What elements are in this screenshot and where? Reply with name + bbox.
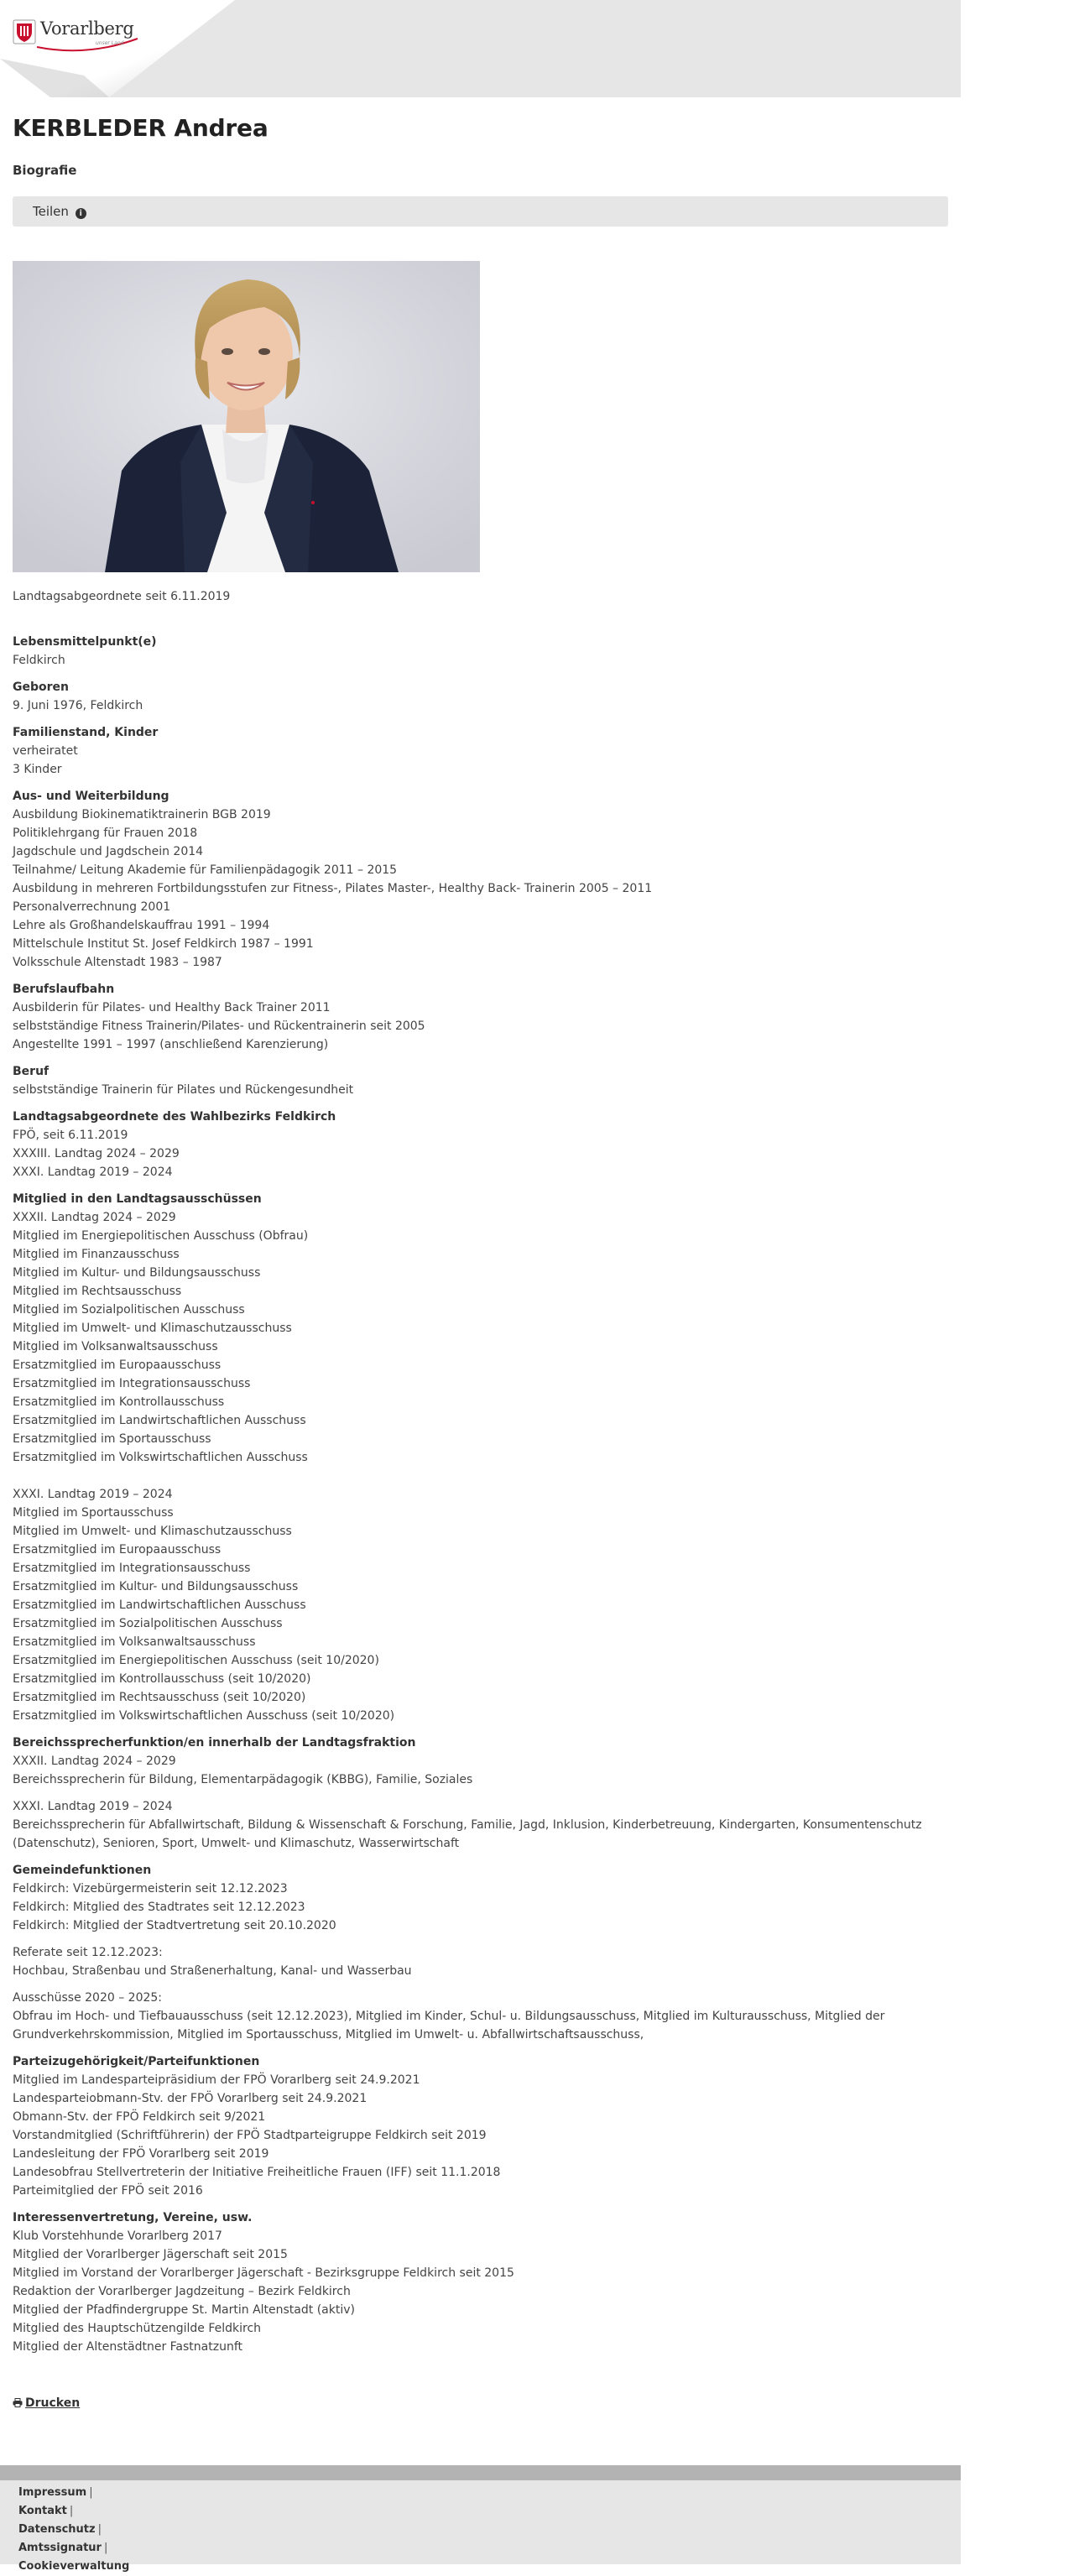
section-line: XXXI. Landtag 2019 – 2024 [13, 1488, 173, 1501]
footer-stripe [0, 2465, 961, 2480]
section-lines-berufslaufbahn [13, 999, 948, 1054]
section-lines-familienstand [13, 742, 948, 779]
info-icon: i [76, 208, 86, 219]
section-line: Ersatzmitglied im Sportausschuss [13, 1432, 211, 1446]
section-line: Klub Vorstehhunde Vorarlberg 2017 [13, 2229, 222, 2243]
footer-separator: | [89, 2486, 93, 2499]
section-title-interessen: Interessenvertretung, Vereine, usw. [13, 2211, 253, 2224]
referate-text: Hochbau, Straßenbau und Straßenerhaltung, Kanal- und Wasserbau [13, 1964, 412, 1978]
section-line: Ersatzmitglied im Rechtsausschuss (seit 10/2020) [13, 1691, 306, 1704]
section-line: Ersatzmitglied im Europaausschuss [13, 1543, 222, 1557]
footer-link-impressum[interactable]: Impressum | [18, 2486, 93, 2499]
section-line: verheiratet [13, 744, 78, 758]
section-line: Ersatzmitglied im Sozialpolitischen Ausschuss [13, 1617, 283, 1630]
gemeinde-ausschuesse-text: Obfrau im Hoch- und Tiefbauausschuss (seit 12.12.2023), Mitglied im Kinder, Schul- u. Bildungsausschuss, Mitglied im Kulturausschuss, Mitglied der Grundverkehrskommission, Mitglied im Sportausschuss, Mitglied im Umwelt- u. Abfallwirtschaftsausschuss, [13, 2010, 885, 2042]
vorarlberg-logo[interactable] [12, 13, 146, 54]
print-link[interactable] [13, 2396, 80, 2410]
section-line: Mitglied im Rechtsausschuss [13, 1285, 182, 1298]
sprecher-2019-text: Bereichssprecherin für Abfallwirtschaft, Bildung & Wissenschaft & Forschung, Familie, Jagd, Inklusion, Kinderbetreuung, Kindergarten, Konsumentenschutz (Datenschutz), Senioren, Sport, Umwelt- und Klimaschutz, Wasserwirtschaft [13, 1818, 922, 1850]
section-line: Landesobfrau Stellvertreterin der Initiative Freiheitliche Frauen (IFF) seit 11.1.2018 [13, 2166, 501, 2179]
section-title-familienstand: Familienstand, Kinder [13, 726, 159, 739]
footer-separator: | [103, 2542, 108, 2554]
section-line: Mitglied im Kultur- und Bildungsausschuss [13, 1266, 261, 1280]
section-line: Mitglied im Finanzausschuss [13, 1248, 180, 1261]
section-line: XXXI. Landtag 2019 – 2024 [13, 1165, 173, 1179]
section-line: Mitglied der Pfadfindergruppe St. Martin Altenstadt (aktiv) [13, 2303, 355, 2317]
section-line: Ersatzmitglied im Kultur- und Bildungsausschuss [13, 1580, 299, 1593]
section-line: Mitglied der Altenstädtner Fastnatzunft [13, 2340, 242, 2354]
section-line: FPÖ, seit 6.11.2019 [13, 1129, 128, 1142]
section-lines-beruf [13, 1081, 948, 1099]
section-line: Personalverrechnung 2001 [13, 900, 171, 914]
section-line: Feldkirch: Mitglied der Stadtvertretung seit 20.10.2020 [13, 1919, 336, 1932]
section-line: Mitglied der Vorarlberger Jägerschaft seit 2015 [13, 2248, 288, 2261]
portrait-illustration [13, 261, 480, 572]
section-lines-ausschuesse-2019 [13, 1485, 948, 1725]
section-line: Ausbildung in mehreren Fortbildungsstufen zur Fitness-, Pilates Master-, Healthy Back- Trainerin 2005 – 2011 [13, 882, 653, 895]
printer-icon [13, 2398, 23, 2407]
section-line: Angestellte 1991 – 1997 (anschließend Karenzierung) [13, 1038, 329, 1051]
section-line: Mitglied im Vorstand der Vorarlberger Jägerschaft - Bezirksgruppe Feldkirch seit 2015 [13, 2266, 514, 2280]
section-line: 3 Kinder [13, 763, 62, 776]
section-line: Ersatzmitglied im Integrationsausschuss [13, 1377, 251, 1390]
footer-separator: | [69, 2505, 74, 2517]
intro-text: Landtagsabgeordnete seit 6.11.2019 [13, 590, 231, 603]
section-line: Teilnahme/ Leitung Akademie für Familienpädagogik 2011 – 2015 [13, 863, 398, 877]
section-line: Lehre als Großhandelskauffrau 1991 – 1994 [13, 919, 270, 932]
section-line: Bereichssprecherin für Bildung, Elementarpädagogik (KBBG), Familie, Soziales [13, 1773, 473, 1786]
section-lines-landtag [13, 1126, 948, 1181]
print-label: Drucken [25, 2396, 81, 2410]
section-line: Ersatzmitglied im Kontrollausschuss (seit 10/2020) [13, 1672, 311, 1686]
section-line: Mitglied im Energiepolitischen Ausschuss (Obfrau) [13, 1229, 309, 1243]
share-label: Teilen [33, 204, 69, 219]
section-line: Ersatzmitglied im Kontrollausschuss [13, 1395, 225, 1409]
section-line: Landesparteiobmann-Stv. der FPÖ Vorarlberg seit 24.9.2021 [13, 2092, 368, 2105]
sprecher-2019-head: XXXI. Landtag 2019 – 2024 [13, 1800, 173, 1813]
footer-link-datenschutz[interactable]: Datenschutz | [18, 2523, 102, 2536]
section-lines-interessen [13, 2227, 948, 2356]
section-line: Ersatzmitglied im Volksanwaltsausschuss [13, 1635, 256, 1649]
section-title-beruf: Beruf [13, 1065, 50, 1078]
section-line: Feldkirch [13, 654, 65, 667]
section-lines-gemeinde [13, 1880, 948, 1935]
section-line: Politiklehrgang für Frauen 2018 [13, 827, 198, 840]
section-line: Feldkirch: Vizebürgermeisterin seit 12.12.2023 [13, 1882, 288, 1895]
section-line: Volksschule Altenstadt 1983 – 1987 [13, 956, 222, 969]
footer-links [18, 2484, 129, 2576]
section-line: Vorstandmitglied (Schriftführerin) der FPÖ Stadtparteigruppe Feldkirch seit 2019 [13, 2129, 487, 2142]
section-line: Obmann-Stv. der FPÖ Feldkirch seit 9/2021 [13, 2110, 266, 2124]
section-line: Jagdschule und Jagdschein 2014 [13, 845, 204, 858]
section-line: selbstständige Fitness Trainerin/Pilates- und Rückentrainerin seit 2005 [13, 1019, 425, 1033]
section-title-ausschuesse: Mitglied in den Landtagsausschüssen [13, 1192, 262, 1206]
section-title-geboren: Geboren [13, 681, 69, 694]
section-line: Ausbilderin für Pilates- und Healthy Back Trainer 2011 [13, 1001, 331, 1014]
section-title-gemeinde: Gemeindefunktionen [13, 1864, 152, 1877]
biography-content [13, 587, 948, 2356]
section-line: Mitglied im Umwelt- und Klimaschutzausschuss [13, 1322, 292, 1335]
section-line: Feldkirch: Mitglied des Stadtrates seit 12.12.2023 [13, 1901, 305, 1914]
section-title-partei: Parteizugehörigkeit/Parteifunktionen [13, 2055, 260, 2068]
section-line: Mittelschule Institut St. Josef Feldkirch 1987 – 1991 [13, 937, 314, 951]
section-title-landtag: Landtagsabgeordnete des Wahlbezirks Feldkirch [13, 1110, 336, 1124]
section-line: Ersatzmitglied im Landwirtschaftlichen Ausschuss [13, 1598, 306, 1612]
footer-link-cookieverwaltung[interactable]: Cookieverwaltung [18, 2560, 130, 2573]
section-lines-ausschuesse-2024 [13, 1208, 948, 1467]
footer-link-amtssignatur[interactable]: Amtssignatur | [18, 2542, 108, 2554]
section-line: Ersatzmitglied im Volkswirtschaftlichen Ausschuss [13, 1451, 308, 1464]
section-line: Parteimitglied der FPÖ seit 2016 [13, 2184, 203, 2198]
section-line: Ersatzmitglied im Landwirtschaftlichen Ausschuss [13, 1414, 306, 1427]
footer-link-kontakt[interactable]: Kontakt | [18, 2505, 74, 2517]
section-title-lebensmittelpunkt: Lebensmittelpunkt(e) [13, 635, 157, 649]
section-line: Ersatzmitglied im Volkswirtschaftlichen Ausschuss (seit 10/2020) [13, 1709, 395, 1723]
section-line: Ersatzmitglied im Integrationsausschuss [13, 1562, 251, 1575]
site-header [0, 0, 961, 97]
section-line: Mitglied im Sozialpolitischen Ausschuss [13, 1303, 245, 1317]
section-line: Mitglied des Hauptschützengilde Feldkirch [13, 2322, 262, 2335]
section-line: 9. Juni 1976, Feldkirch [13, 699, 143, 712]
section-line: Mitglied im Volksanwaltsausschuss [13, 1340, 218, 1353]
section-line: XXXII. Landtag 2024 – 2029 [13, 1211, 176, 1224]
section-line: Ersatzmitglied im Energiepolitischen Ausschuss (seit 10/2020) [13, 1654, 379, 1667]
page-title: KERBLEDER Andrea [13, 114, 268, 142]
section-line: Landesleitung der FPÖ Vorarlberg seit 2019 [13, 2147, 269, 2161]
section-lines-sprecher-2024 [13, 1752, 948, 1789]
site-footer [0, 2480, 961, 2573]
footer-separator: | [97, 2523, 102, 2536]
share-bar[interactable] [13, 196, 948, 227]
section-line: XXXII. Landtag 2024 – 2029 [13, 1755, 176, 1768]
section-title-berufslaufbahn: Berufslaufbahn [13, 983, 115, 996]
section-line: Ausbildung Biokinematiktrainerin BGB 2019 [13, 808, 271, 821]
page-subtitle: Biografie [13, 163, 77, 178]
gemeinde-ausschuesse-head: Ausschüsse 2020 – 2025: [13, 1991, 163, 2005]
referate-head: Referate seit 12.12.2023: [13, 1946, 163, 1959]
section-line: Ersatzmitglied im Europaausschuss [13, 1358, 222, 1372]
logo-wordmark: Vorarlberg [40, 18, 134, 39]
section-line: Mitglied im Sportausschuss [13, 1506, 174, 1520]
section-lines-partei [13, 2071, 948, 2200]
section-line: Mitglied im Landesparteipräsidium der FPÖ Vorarlberg seit 24.9.2021 [13, 2073, 420, 2087]
portrait-image [13, 261, 480, 572]
section-lines-ausbildung [13, 806, 948, 972]
section-title-ausbildung: Aus- und Weiterbildung [13, 790, 169, 803]
logo-tagline: unser Land [96, 40, 124, 46]
section-title-sprecher: Bereichssprecherfunktion/en innerhalb der Landtagsfraktion [13, 1736, 416, 1749]
share-button[interactable] [33, 204, 86, 219]
section-line: selbstständige Trainerin für Pilates und Rückengesundheit [13, 1083, 354, 1097]
section-line: XXXIII. Landtag 2024 – 2029 [13, 1147, 180, 1160]
section-line: Mitglied im Umwelt- und Klimaschutzausschuss [13, 1525, 292, 1538]
section-line: Redaktion der Vorarlberger Jagdzeitung – Bezirk Feldkirch [13, 2285, 351, 2298]
